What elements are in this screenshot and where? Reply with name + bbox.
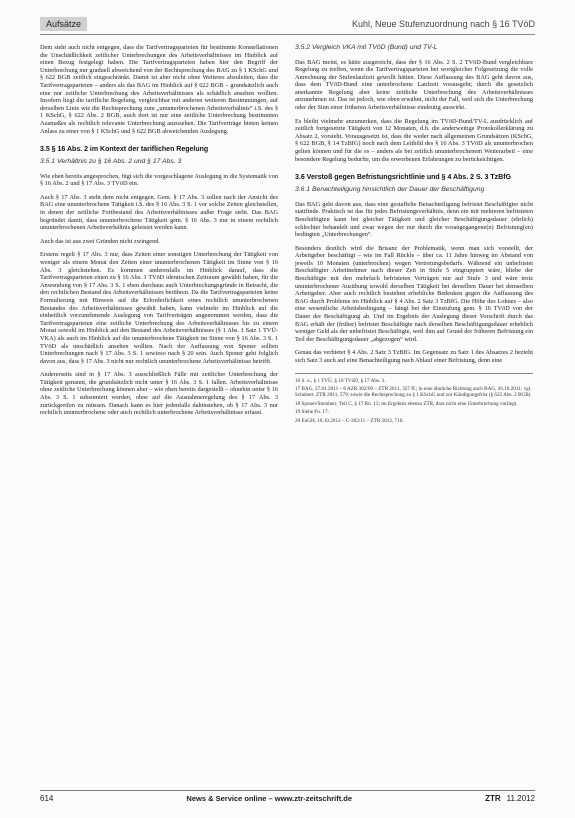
- footer-journal: [485, 794, 535, 803]
- paragraph: Das BAG meint, es hätte ausgereicht, dass der § 16 Abs. 2 S. 2 TVöD-Bund vergleichbare Regelung zu treffen, wenn die Tarifvertragsparteien bei wortgleicher Folgesetzung die volle Anrechnung der Stufenlaufzeit gewollt hätten. Diese Auffassung des BAG geht davon aus, dass dem TVöD-Bund eine unterbrochene Laufzeit vorausgeht; durch die gesetzlich anerkannte Regelung aber keine zeitliche Unterbrechung des Arbeitsverhältnisses anzunehmen ist. Das ist jedoch, wie oben erwähnt, nicht der Fall, weil sich die Unterbrechung oder der Sinn einer früheren Arbeitsverhältnisse eindeutig auswirkt.: [295, 58, 533, 112]
- section-tag: Aufsätze: [40, 17, 87, 31]
- section-heading: 3.6 Verstoß gegen Befristungsrichtlinie und § 4 Abs. 2 S. 3 TzBfG: [295, 174, 512, 182]
- paragraph: Es bleibt vielmehr anzumerken, dass die Regelung im TVöD-Bund/TV-L ausdrücklich auf zeitlich fortgesetzte Tätigkeit von 12 Monaten, d.h. die anderweitige Protokollerklärung zu Absatz 2, vorsieht. Vorausgesetzt ist, dass die weder nach allgemeinen Grundsätzen (KSchG, § 622 BGB, § 14 TzBfG) noch nach dem Leitbild des § 16 Abs. 3 TVöD als ununterbrochen gelten können und für die es – anders als bei zeitlich ununterbrochenem Weiterarbeit – eine besondere Regelung bedurfte, um die erworbenen Erfahrungen zu berücksichtigen.: [295, 117, 533, 163]
- paragraph: Das BAG geht davon aus, dass eine gestaffelte Benachteiligung befristet Beschäftigter nicht stattfinde. Praktisch ist das für jedes Befristungsverhältnis, denn ein mit mehreren befristeten Beschäftigten kann bei gleicher Tätigkeit und gleicher Beschäftigungsdauer (ehrlich) schlechter behandelt und zwar wegen der nur durch die vorangegangene(n) Befristung(en) bedingten „Unterbrechungen“.: [295, 200, 533, 239]
- page-header: [40, 14, 535, 35]
- paragraph: Dem steht auch nicht entgegen, dass die Tarifvertragsparteien für bestimmte Konstellationen die Unschädlichkeit zeitlicher Unterbrechungen des Arbeitsverhältnisses im Hinblick auf einen Bezug festgelegt haben. Die Tarifvertragsparteien haben hier den Begriff der Unterbrechung nur graduell abweichend von der Rechtsprechung des BAG zu § 1 KSchG und § 622 BGB zeitlich eingeschränkt. Damit ist aber nicht ohne Weiteres abzuleiten, dass die Tarifvertragsparteien – anders als das BAG im Hinblick auf § 622 BGB – grundsätzlich auch eine nur zeitliche Unterbrechung des Arbeitsverhältnisses als schädlich ansehen wollten. Insofern liegt die tarifliche Regelung, vergleichbar mit anderen weiteren Bestimmungen, auf derselben Linie wie die Rechtsprechung zum „ununterbrochenen Arbeitsverhältnis“ i.S. des § 1 KSchG, § 622 Abs. 2 BGB, auch dort ist nur eine zeitliche Unterbrechung bestimmten Ausmaßes als rechtlich relevante Unterbrechung anzusehen. Die Tarifverträge bieten keinen Anlass zu einer von § 1 KSchG und § 622 BGB abweichenden Auslegung.: [40, 44, 278, 135]
- paragraph: Auch § 17 Abs. 3 steht dem nicht entgegen. Gem. § 17 Abs. 3 sollen nach der Ansicht des BAG eine ununterbrochene Tätigkeit i.S. des § 16 Abs. 3 S. 1 vor solche Zeiten gleichstellen, in denen der zeitliche Fortbestand des Arbeitsverhältnisses außer Frage steht. Das BAG begründet damit, dass ununterbrochene Tätigkeit gem. § 16 Abs. 3 nur in einem rechtlich ununterbrochenen Arbeitsverhältnis geleistet werden kann.: [40, 193, 278, 232]
- footnote: 17 BAG, 27.01.2011 – 6 AZR 382/09 – ZTR 2011, 357 ff.; in eine ähnliche Richtung auch BAG, 26.10.2011; vgl. Schubert, ZTR 2011, 579; sowie die Rechtsprechung zu § 1 KSchG und zur Kündigungsfrist (§ 622 Abs. 2 BGB).: [295, 386, 532, 399]
- paragraph: Auch das ist aus zwei Gründen nicht zwingend.: [40, 237, 160, 245]
- section-heading: 3.5 § 16 Abs. 2 im Kontext der tariflichen Regelung: [40, 146, 209, 154]
- paragraph: Wie eben bereits angesprochen, fügt sich die vorgeschlagene Auslegung in die Systematik von § 16 Abs. 2 und § 17 Abs. 3 TVöD ein.: [40, 172, 278, 188]
- subsection-heading: 3.5.1 Verhältnis zu § 16 Abs. 2 und § 17 Abs. 3: [40, 158, 182, 166]
- footnote: 18 Sponer/Steinherr, Teil C, § 17 Rn. 13; im Ergebnis ebenso ZTR, dass nicht eine Unterbrechung vorliegt.: [295, 400, 518, 407]
- page-footer: [40, 790, 535, 805]
- paragraph: Erstens regelt § 17 Abs. 3 nur, dass Zeiten einer sonstigen Unterbrechung der Tätigkeit von weniger als einem Monat den Zeiten einer ununterbrochenen Tätigkeit im Sinne von § 16 Abs. 3 gleichstehen. Es kommen anderenfalls im Hinblick darauf, dass die Tarifvertragsparteien einen zu § 16 Abs. 1 TVöD identischen Zeitraum gewählt haben, für die Anwendung von § 17 Abs. 3 S. 1 eben durchaus auch Unterbrechungsgründe in Betracht, die den rechtlichen Bestand des Arbeitsverhältnisses berühren. Da die Tarifvertragsparteien keine Formulierung mit Hinweis auf die Erforderlichkeit eines rechtlich ununterbrochenen Bestandes des Arbeitsverhältnisses gewählt haben, kann vielmehr im Hinblick auf die einheitlich vorzunehmende Auslegung von Tarifverträgen angenommen werden, dass die Tarifvertragsparteien eine zeitliche Unterbrechung des Arbeitsverhältnisses bis zu einem Monat sowohl im Hinblick auf den Bestand des Arbeitsverhältnisses (§ 1 Abs. 1 Satz 1 TVÜ-VKA) als auch im Hinblick auf die ununterbrochene Tätigkeit im Sinne von § 16 Abs. 3 S. 1 TVöD als unschädlich ansehen wollten. Nach der Auffassung von Sponer sollten Unterbrechungen nach § 17 Abs. 3 S. 1 sowieso nach § 20 sein. Auch Sponer geht folglich davon aus, dass § 17 Abs. 3 nicht nur rechtlich ununterbrochene Arbeitsverhältnisse betrifft.: [40, 251, 278, 365]
- footnote: 20 EuGH, 18.10.2012 – C-302/11 – ZTR 2012, 710.: [295, 417, 404, 424]
- running-head: Kuhl, Neue Stufenzuordnung nach § 16 TVöD: [352, 19, 535, 29]
- footnote: 19 Siehe Fn. 17.: [295, 409, 329, 416]
- subsection-heading: 3.5.2 Vergleich VKA mit TVöD (Bund) und TV-L: [295, 44, 438, 51]
- footnotes: [295, 373, 533, 424]
- journal-name: ZTR: [485, 793, 501, 803]
- right-column: [295, 44, 533, 426]
- journal-issue: 11.2012: [506, 793, 535, 803]
- paragraph: Andererseits sind in § 17 Abs. 3 ausschließlich Fälle mit zeitlicher Unterbrechung der Tätigkeit genannt, die grundsätzlich nicht unter § 16 Abs. 3 S. 1 fallen. Arbeitsverhältnisse ohne zeitliche Unterbrechung können aber – wie oben bereits dargestellt – ohnehin unter § 16 Abs. 3 S. 1 subsumiert werden, ohne auf die Ausnahmeregelung des § 17 Abs. 3 zurückgreifen zu müssen. Danach kann es hier jedenfalls dahinstehen, ob § 17 Abs. 3 nur rechtlich ununterbrochene oder auch rechtlich unterbrochene Arbeitsverhältnisse erfasst.: [40, 371, 278, 417]
- left-column: [40, 44, 278, 423]
- footnote: 16 S. o., § 1 TVÜ, § 16 TVöD, § 17 Abs. 3.: [295, 377, 386, 384]
- subsection-heading: 3.6.1 Benachteiligung hinsichtlich der Dauer der Beschäftigung: [295, 186, 485, 194]
- page-number: 614: [40, 793, 54, 803]
- footer-website: News & Service online – www.ztr-zeitschrift.de: [186, 793, 353, 803]
- paragraph: Besonders deutlich wird die Brisanz der Problematik, wenn man sich vorstellt, der Arbeitgeber beschäftigt – wie im Fall Rückle – über ca. 11 Jahre hinweg im Abstand von jeweils 10 Monaten (unterbrochen) wegen Vertretungsbedarfs. Während ein unbefristet Beschäftigter Arbeitnehmer nach dieser Zeit in Stufe 5 eingruppiert wäre, bliebe der Beschäftigte mit den mehrfach befristeten Verträgen nur auf Stufe 3 und wäre trotz ununterbrochener Ausübung sowohl derselben Tätigkeit bei derselben Dauer bei demselben Arbeitgeber. Aber auch rechtlich bestehen erhebliche Bedenken gegen die Auffassung des BAG durch Probleme im Hinblick auf § 4 Abs. 2 Satz 3 TzBfG. Die Höhe des Lohnes – also eine wesentliche Arbeitsbedingung – hängt bei der Einstufung gem. § 16 TVöD von der Dauer der Beschäftigung ab. Und im Ergebnis der Auslegung dieser Vorschrift durch das BAG erhält der (früher) befristet Beschäftigte nach derselben Beschäftigungsdauer erheblich weniger Geld als der unbefristet Beschäftigte, weil ihm auf Grund der früheren Befristung ein Teil der Beschäftigungsdauer „abgezogen“ wird.: [295, 244, 533, 343]
- paragraph: Genau das verbietet § 4 Abs. 2 Satz 3 TzBfG. Im Gegensatz zu Satz 1 des Absatzes 2 bezieht sich Satz 3 auch auf eine Benachteiligung nach Ablauf einer Befristung, denn eine: [295, 349, 533, 364]
